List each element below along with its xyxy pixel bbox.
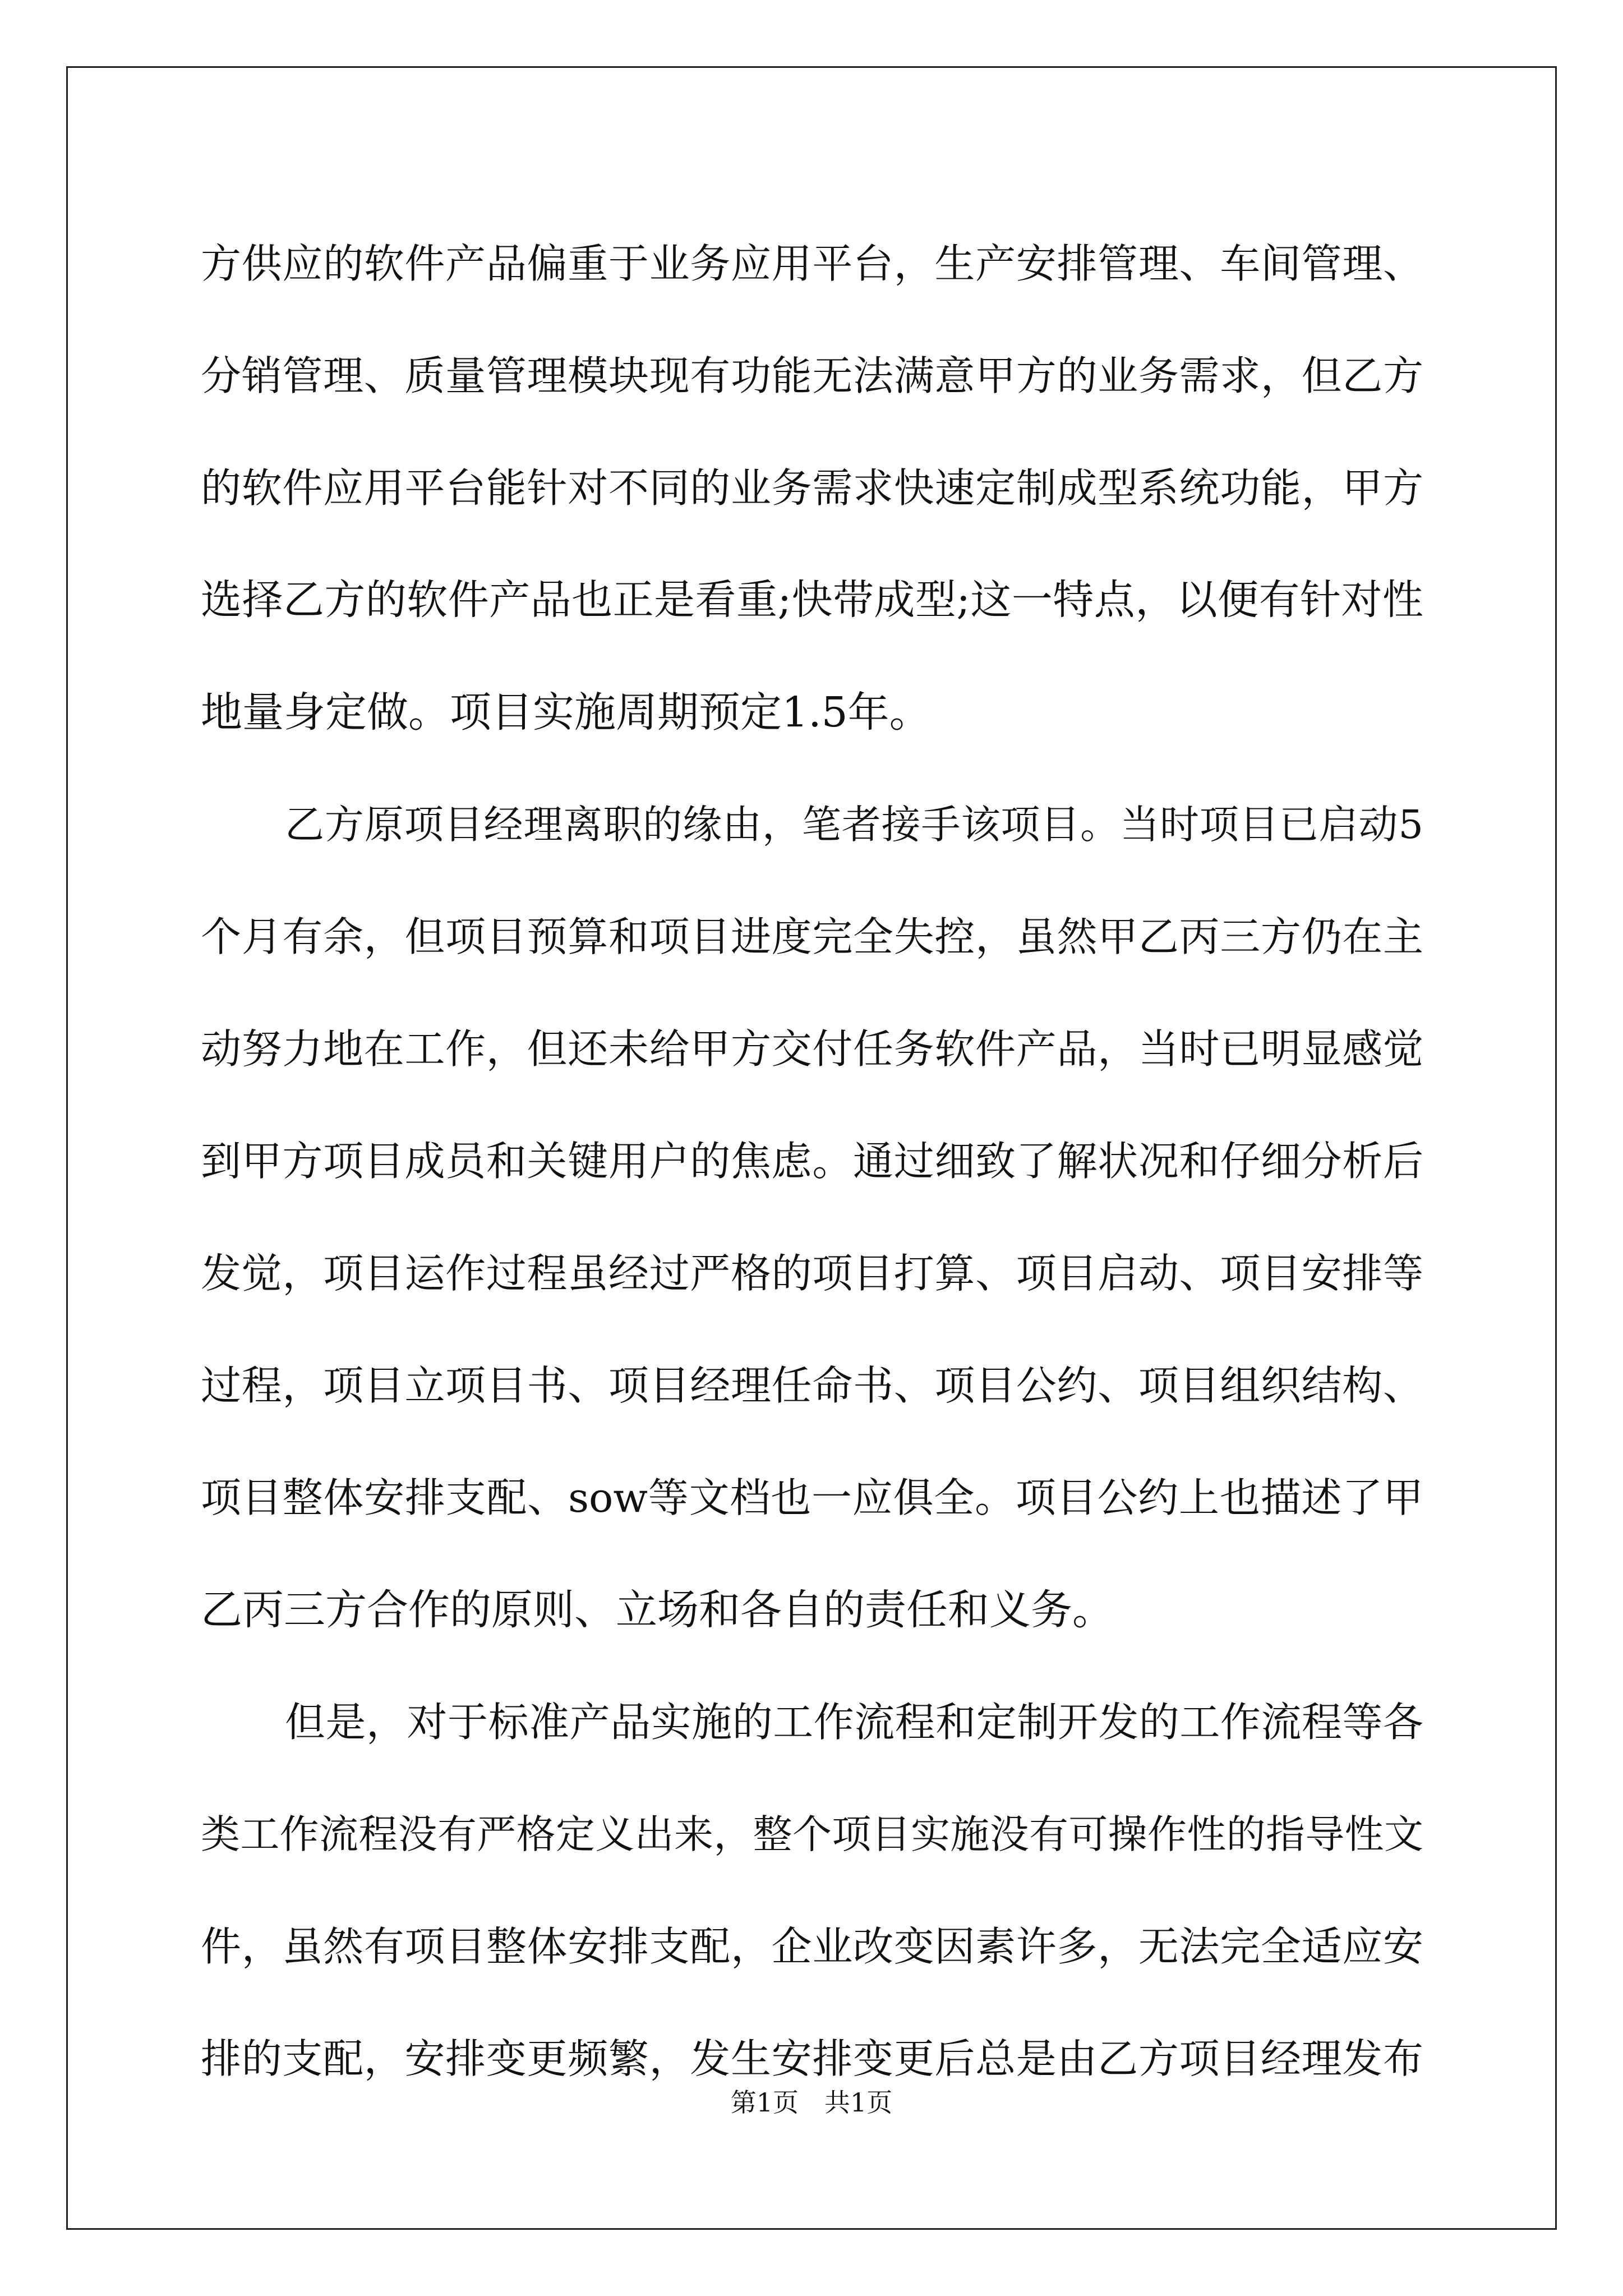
- text-line: 乙丙三方合作的原则、立场和各自的责任和义务。: [201, 1586, 1114, 1634]
- paragraph-2: [201, 769, 1423, 1666]
- page-number: 第1页 共1页: [730, 2087, 893, 2118]
- text-line: 过程，项目立项目书、项目经理任命书、项目公约、项目组织结构、: [201, 1362, 1423, 1409]
- text-line: 个月有余，但项目预算和项目进度完全失控，虽然甲乙丙三方仍在主: [201, 913, 1423, 960]
- paragraph-1: [201, 208, 1423, 769]
- text-line: 的软件应用平台能针对不同的业务需求快速定制成型系统功能，甲方: [201, 464, 1423, 512]
- text-line: 到甲方项目成员和关键用户的焦虑。通过细致了解状况和仔细分析后: [201, 1138, 1423, 1185]
- page-footer: [0, 2086, 1623, 2119]
- text-line: 件，虽然有项目整体安排支配，企业改变因素许多，无法完全适应安: [201, 1923, 1423, 1970]
- text-line: 排的支配，安排变更频繁，发生安排变更后总是由乙方项目经理发布: [201, 2035, 1423, 2082]
- text-line: 分销管理、质量管理模块现有功能无法满意甲方的业务需求，但乙方: [201, 352, 1423, 399]
- text-line: 但是，对于标准产品实施的工作流程和定制开发的工作流程等各: [285, 1699, 1423, 1746]
- paragraph-3: [201, 1666, 1423, 2115]
- text-line: 类工作流程没有严格定义出来，整个项目实施没有可操作性的指导性文: [201, 1811, 1423, 1857]
- text-line: 选择乙方的软件产品也正是看重;快带成型;这一特点，以便有针对性: [201, 576, 1423, 624]
- text-line: 发觉，项目运作过程虽经过严格的项目打算、项目启动、项目安排等: [201, 1250, 1423, 1297]
- text-line: 地量身定做。项目实施周期预定1.5年。: [201, 688, 931, 737]
- text-line: 方供应的软件产品偏重于业务应用平台，生产安排管理、车间管理、: [201, 240, 1423, 287]
- text-line: 动努力地在工作，但还未给甲方交付任务软件产品，当时已明显感觉: [201, 1025, 1423, 1073]
- text-line: 乙方原项目经理离职的缘由，笔者接手该项目。当时项目已启动5: [285, 802, 1423, 848]
- text-line: 项目整体安排支配、sow等文档也一应俱全。项目公约上也描述了甲: [201, 1474, 1423, 1521]
- document-body: [201, 208, 1423, 2115]
